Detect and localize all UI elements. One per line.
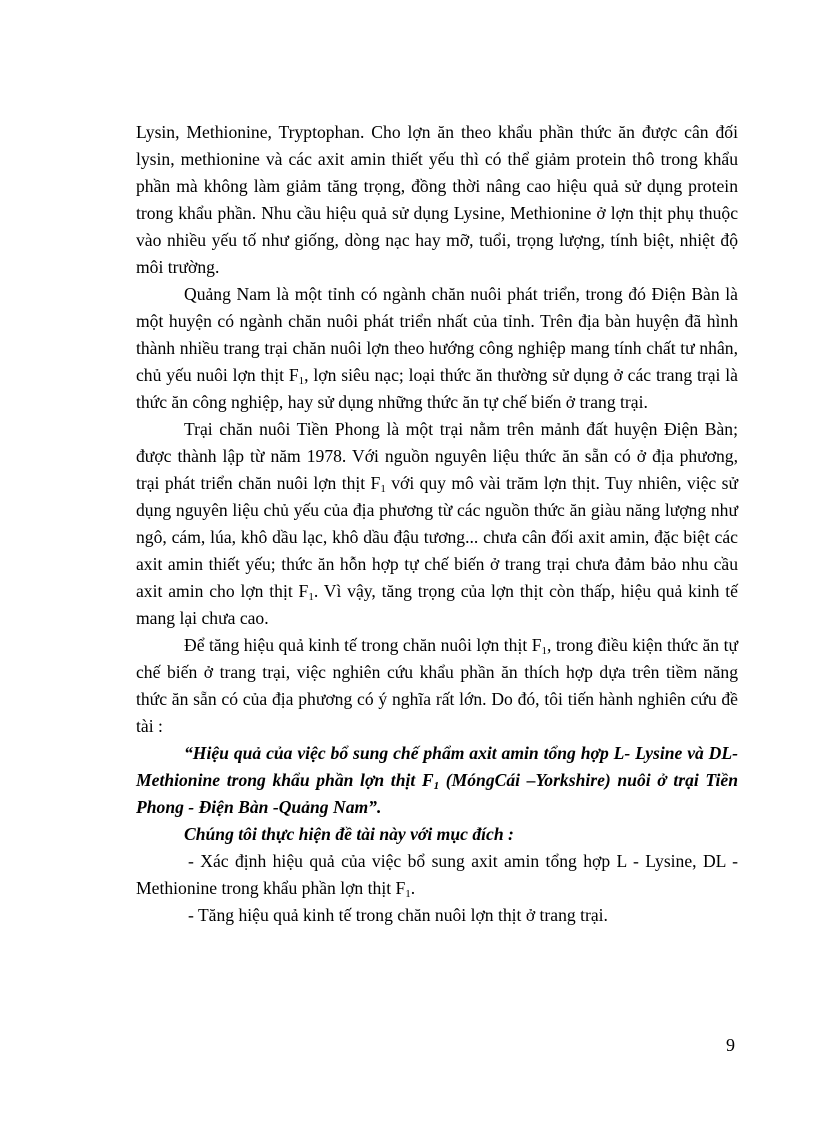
purpose-heading: Chúng tôi thực hiện đề tài này với mục đích : bbox=[184, 824, 514, 844]
objective-item bbox=[136, 848, 738, 902]
subscript: 1 bbox=[380, 483, 386, 495]
objective-item: - Tăng hiệu quả kinh tế trong chăn nuôi lợn thịt ở trang trại. bbox=[188, 905, 608, 925]
subscript: 1 bbox=[541, 645, 547, 657]
subscript: 1 bbox=[433, 780, 440, 792]
subscript: 1 bbox=[405, 888, 411, 900]
subscript: 1 bbox=[298, 375, 305, 387]
paragraph-text: Trại chăn nuôi Tiền Phong là một trại nằm trên mảnh đất huyện Điện Bàn; được thành lập từ năm 1978. Với nguồn nguyên liệu thức ăn sẵn có ở địa phương, trại phát triển chăn nuôi lợn thịt F bbox=[136, 419, 738, 493]
paragraph-text: , lợn siêu nạc; loại thức ăn thường sử dụng ở các trang trại là thức ăn công nghiệp, hay sử dụng những thức ăn tự chế biến ở trang trại. bbox=[136, 365, 738, 412]
paragraph-text: , trong điều kiện thức ăn tự chế biến ở trang trại, việc nghiên cứu khẩu phần ăn thích hợp dựa trên tiềm năng thức ăn sẵn có của địa phương có ý nghĩa rất lớn. Do đó, tôi tiến hành nghiên cứu đề tài : bbox=[136, 635, 738, 736]
research-title bbox=[136, 740, 738, 821]
subscript: 1 bbox=[308, 591, 314, 603]
page-number: 9 bbox=[726, 1035, 735, 1055]
paragraph-tien-phong-farm bbox=[136, 416, 738, 632]
paragraph-lysin-methionine: Lysin, Methionine, Tryptophan. Cho lợn ăn theo khẩu phần thức ăn được cân đối lysin, methionine và các axit amin thiết yếu thì có thể giảm protein thô trong khẩu phần mà không làm giảm tăng trọng, đồng thời nâng cao hiệu quả sử dụng protein trong khẩu phần. Nhu cầu hiệu quả sử dụng Lysine, Methionine ở lợn thịt phụ thuộc vào nhiều yếu tố như giống, dòng nạc hay mỡ, tuổi, trọng lượng, tính biệt, nhiệt độ môi trường. bbox=[136, 122, 738, 277]
research-title-text: (MóngCái –Yorkshire) nuôi ở trại Tiền Phong - Điện Bàn -Quảng Nam”. bbox=[136, 770, 738, 817]
objective-text: . bbox=[410, 878, 416, 898]
research-title-text: “Hiệu quả của việc bổ sung chế phẩm axit amin tổng hợp L- Lysine và DL-Methionine trong khẩu phần lợn thịt F bbox=[136, 743, 738, 790]
paragraph-text: với quy mô vài trăm lợn thịt. Tuy nhiên, việc sử dụng nguyên liệu chủ yếu của địa phương từ các nguồn thức ăn giàu năng lượng như ngô, cám, lúa, khô dầu lạc, khô dầu đậu tương... chưa cân đối axit amin, đặc biệt các axit amin thiết yếu; thức ăn hỗn hợp tự chế biến ở trang trại chưa đảm bảo nhu cầu axit amin cho lợn thịt F bbox=[136, 473, 738, 601]
paragraph-economic-efficiency bbox=[136, 632, 738, 740]
paragraph-text: . Vì vậy, tăng trọng của lợn thịt còn thấp, hiệu quả kinh tế mang lại chưa cao. bbox=[136, 581, 738, 628]
paragraph-text: Để tăng hiệu quả kinh tế trong chăn nuôi lợn thịt F bbox=[184, 635, 542, 655]
paragraph-quang-nam bbox=[136, 281, 738, 416]
document-body bbox=[136, 119, 738, 929]
objective-text: - Xác định hiệu quả của việc bổ sung axit amin tổng hợp L - Lysine, DL - Methionine trong khẩu phần lợn thịt F bbox=[136, 851, 738, 898]
paragraph-text: Quảng Nam là một tỉnh có ngành chăn nuôi phát triển, trong đó Điện Bàn là một huyện có ngành chăn nuôi phát triển nhất của tỉnh. Trên địa bàn huyện đã hình thành nhiều trang trại chăn nuôi lợn theo hướng công nghiệp mang tính chất tư nhân, chủ yếu nuôi lợn thịt F bbox=[136, 284, 738, 385]
